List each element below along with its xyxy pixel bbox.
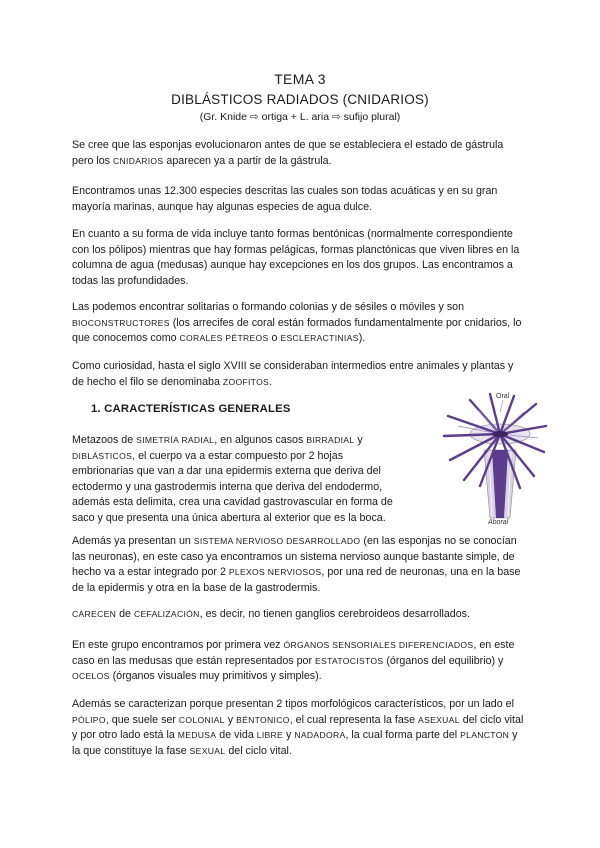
paragraph-symmetry: Metazoos de SIMETRÍA RADIAL, en algunos casos BIRRADIAL y DIBLÁSTICOS, el cuerpo va a estar compuesto por 2 hojas embrionarias que van a dar una epidermis externa que deriva del ectodermo y una gastrodermis interna que deriva del endodermo, además esta delimita, crea una cavidad gastrovascular en forma de saco y que presenta una única abertura al exterior que es la boca. bbox=[72, 434, 393, 524]
page-subtitle: DIBLÁSTICOS RADIADOS (CNIDARIOS) bbox=[171, 92, 429, 107]
paragraph-lifestyle: En cuanto a su forma de vida incluye tanto formas bentónicas (normalmente correspondiente con los pólipos) mientras que hay formas pelágicas, formas planctónicas que viven libres en la columna de agua (medusas) aunque hay excepciones en los dos grupos. Las encontramos a todas las profundidades. bbox=[72, 228, 520, 287]
paragraph-bioconstructors: Las podemos encontrar solitarias o formando colonias y de sésiles o móviles y son BIOCONSTRUCTORES (los arrecifes de coral están formados fundamentalmente por cnidarios, lo que conocemos como CORALES PÉTREOS o ESCLERACTINIAS). bbox=[72, 301, 522, 344]
figure-label-aboral: Aboral bbox=[488, 519, 509, 525]
paragraph-nervous-system: Además ya presentan un SISTEMA NERVIOSO DESARROLLADO (en las esponjas no se conocían las neuronas), en este caso ya encontramos un sistema nervioso aunque bastante simple, de hecho va a estar integrado por 2 PLEXOS NERVIOSOS, por una red de neuronas, una en la base de la epidermis y otra en la base de la gastrodermis. bbox=[72, 535, 521, 594]
paragraph-curiosity: Como curiosidad, hasta el siglo XVIII se consideraban intermedios entre animales y plantas y de hecho el filo se denominaba ZOOFITOS. bbox=[72, 360, 514, 388]
paragraph-cephalization: CARECEN de CEFALIZACIÓN, es decir, no tienen ganglios cerebroideos desarrollados. bbox=[72, 608, 470, 620]
etymology-note: (Gr. Knide ⇨ ortiga + L. aria ⇨ sufijo plural) bbox=[199, 111, 401, 123]
paragraph-morphology: Además se caracterizan porque presentan 2 tipos morfológicos característicos, por un lado el PÓLIPO, que suele ser COLONIAL y BÉNTONICO, el cual representa la fase ASEXUAL del ciclo vital y por otro lado está la MEDUSA de vida LIBRE y NADADORA, la cual forma parte del PLANCTON y la que constituye la fase SEXUAL del ciclo vital. bbox=[72, 698, 524, 757]
figure-label-oral: Oral bbox=[496, 393, 510, 400]
paragraph-sense-organs: En este grupo encontramos por primera vez ÓRGANOS SENSORIALES DIFERENCIADOS, en este caso en las medusas que están representados por ESTATOCISTOS (órganos del equilibrio) y OCELOS (órganos visuales muy primitivos y simples). bbox=[72, 639, 515, 682]
section-heading: 1. CARACTERÍSTICAS GENERALES bbox=[91, 403, 291, 415]
paragraph-origin: Se cree que las esponjas evolucionaron antes de que se estableciera el estado de gástrula pero los CNIDARIOS aparecen ya a partir de la gástrula. bbox=[72, 139, 504, 167]
cnidarian-radial-symmetry-illustration-icon bbox=[440, 390, 550, 525]
paragraph-species: Encontramos unas 12.300 especies descritas las cuales son todas acuáticas y en su gran mayoría marinas, aunque hay algunas especies de agua dulce. bbox=[72, 185, 498, 213]
page-title: TEMA 3 bbox=[274, 71, 326, 87]
